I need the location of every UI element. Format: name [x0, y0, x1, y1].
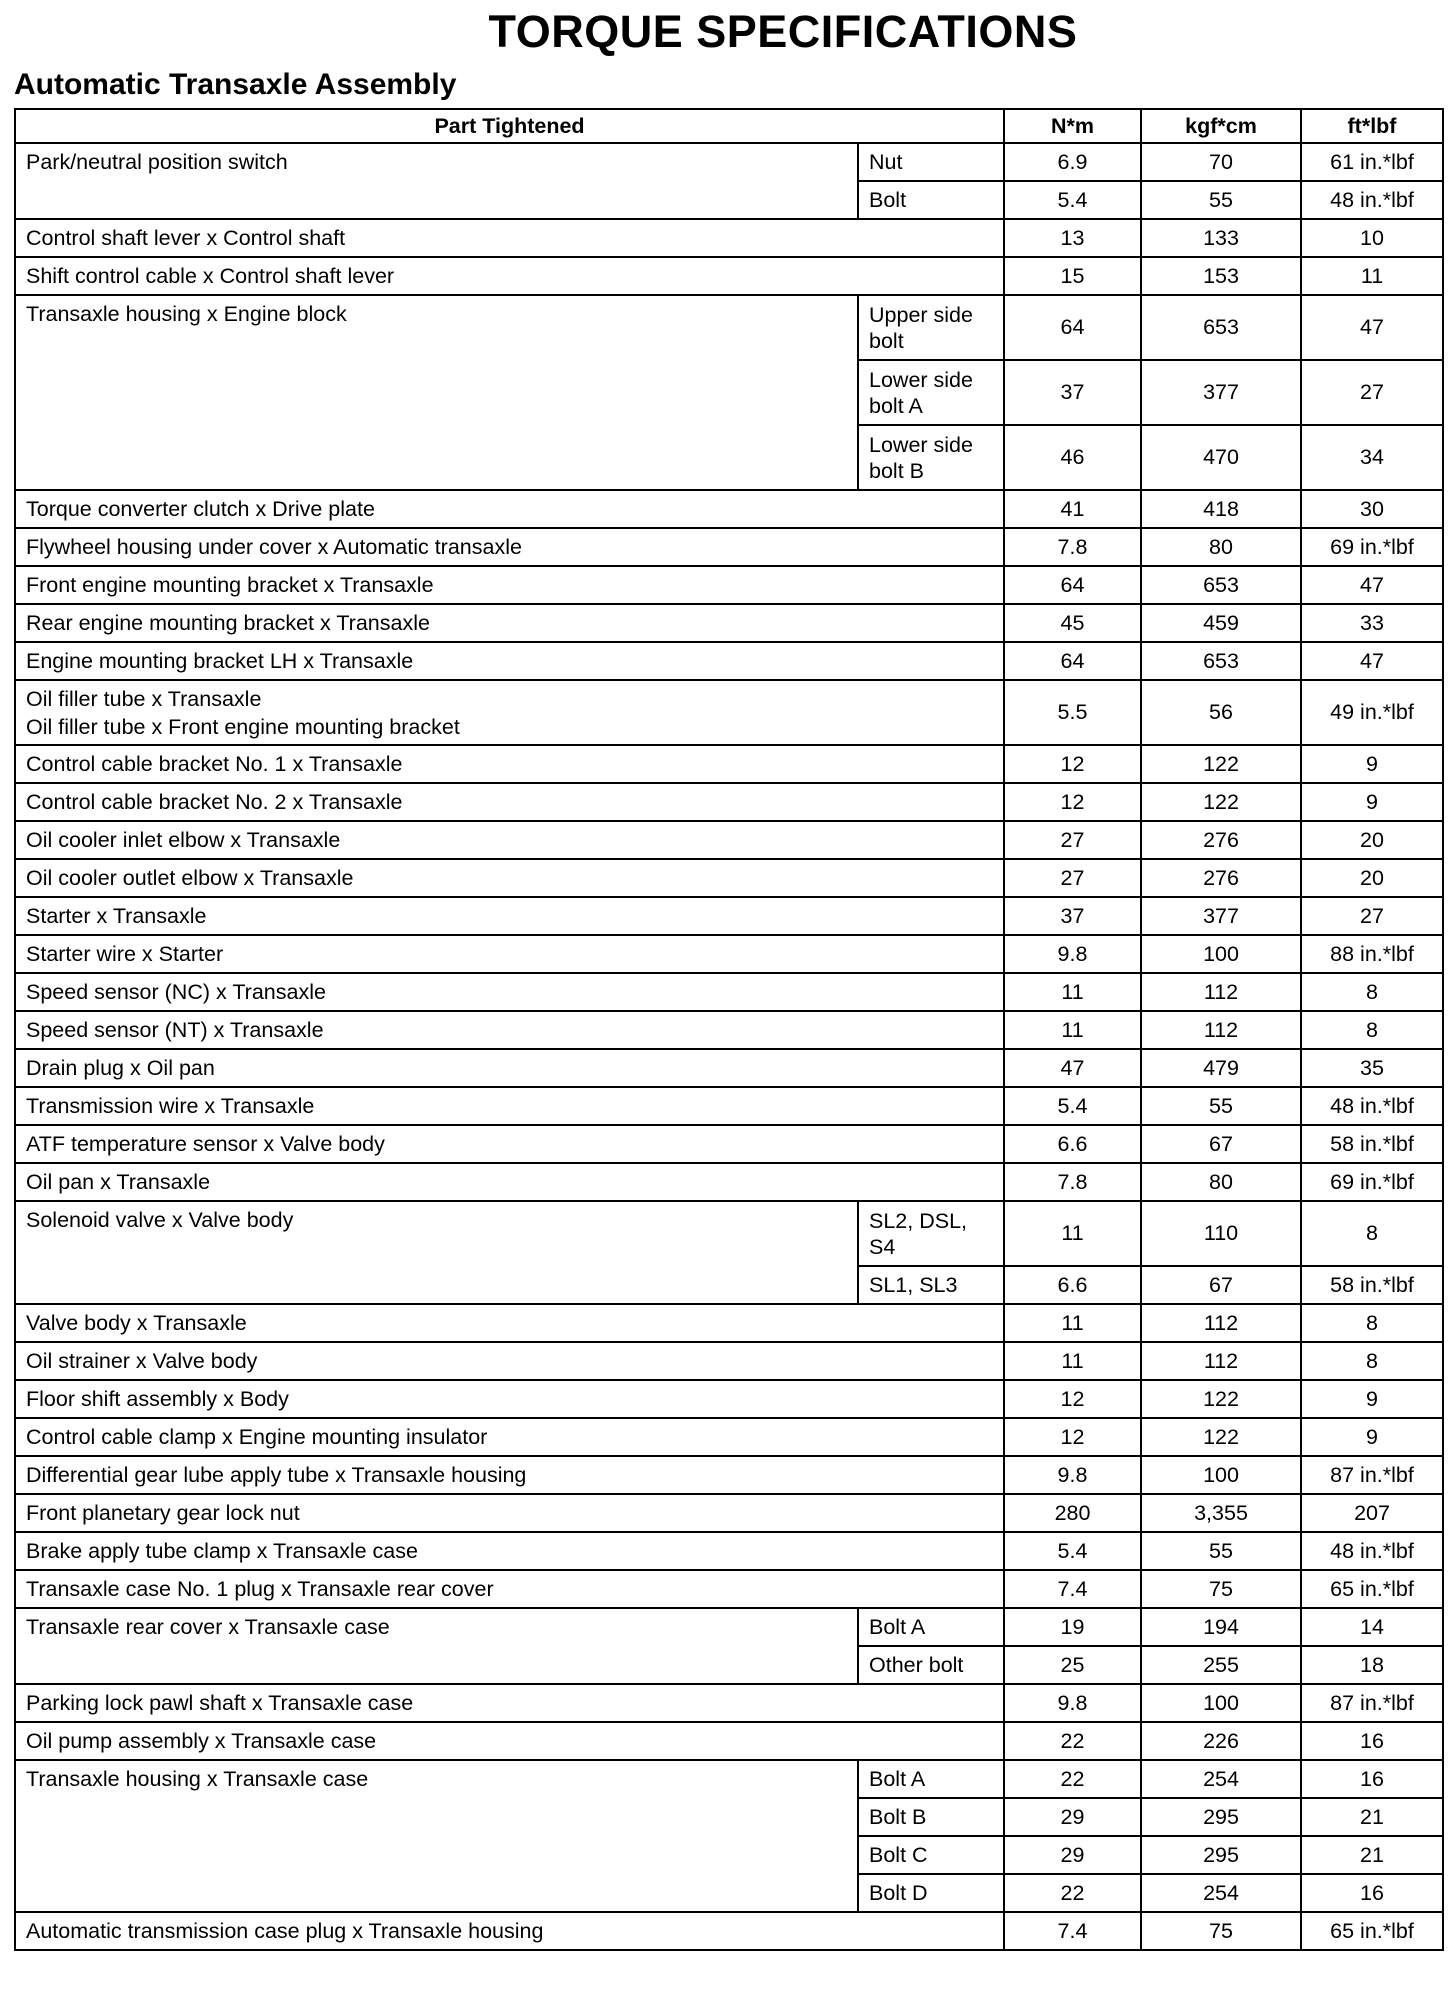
ft-cell: 69 in.*lbf: [1301, 528, 1443, 566]
ft-cell: 10: [1301, 219, 1443, 257]
nm-cell: 11: [1004, 973, 1141, 1011]
kgf-cell: 55: [1141, 181, 1301, 219]
ft-cell: 20: [1301, 859, 1443, 897]
part-cell: Starter wire x Starter: [15, 935, 1004, 973]
part-cell: Transaxle housing x Transaxle case: [15, 1760, 858, 1912]
nm-cell: 15: [1004, 257, 1141, 295]
ft-cell: 65 in.*lbf: [1301, 1912, 1443, 1950]
nm-cell: 7.4: [1004, 1912, 1141, 1950]
table-row: [15, 1570, 1443, 1608]
part-cell: Automatic transmission case plug x Transaxle housing: [15, 1912, 1004, 1950]
kgf-cell: 255: [1141, 1646, 1301, 1684]
table-row: [15, 783, 1443, 821]
ft-cell: 11: [1301, 257, 1443, 295]
ft-cell: 21: [1301, 1798, 1443, 1836]
sub-cell: Bolt A: [858, 1760, 1004, 1798]
table-row: [15, 604, 1443, 642]
kgf-cell: 3,355: [1141, 1494, 1301, 1532]
part-cell: Control cable clamp x Engine mounting insulator: [15, 1418, 1004, 1456]
kgf-cell: 67: [1141, 1125, 1301, 1163]
part-cell: Flywheel housing under cover x Automatic transaxle: [15, 528, 1004, 566]
kgf-cell: 75: [1141, 1912, 1301, 1950]
kgf-cell: 80: [1141, 1163, 1301, 1201]
kgf-cell: 295: [1141, 1836, 1301, 1874]
table-row: [15, 1532, 1443, 1570]
header-kgf-cm: kgf*cm: [1141, 109, 1301, 143]
kgf-cell: 110: [1141, 1201, 1301, 1266]
kgf-cell: 55: [1141, 1087, 1301, 1125]
part-cell: [15, 680, 1004, 745]
part-cell: Transaxle case No. 1 plug x Transaxle rear cover: [15, 1570, 1004, 1608]
part-cell: Brake apply tube clamp x Transaxle case: [15, 1532, 1004, 1570]
ft-cell: 69 in.*lbf: [1301, 1163, 1443, 1201]
ft-cell: 35: [1301, 1049, 1443, 1087]
kgf-cell: 653: [1141, 642, 1301, 680]
kgf-cell: 226: [1141, 1722, 1301, 1760]
nm-cell: 9.8: [1004, 1684, 1141, 1722]
nm-cell: 5.5: [1004, 680, 1141, 745]
nm-cell: 11: [1004, 1342, 1141, 1380]
nm-cell: 22: [1004, 1760, 1141, 1798]
ft-cell: 30: [1301, 490, 1443, 528]
part-cell: Speed sensor (NC) x Transaxle: [15, 973, 1004, 1011]
part-cell: Control cable bracket No. 1 x Transaxle: [15, 745, 1004, 783]
table-row: [15, 1304, 1443, 1342]
ft-cell: 9: [1301, 745, 1443, 783]
kgf-cell: 122: [1141, 1418, 1301, 1456]
table-row: [15, 1163, 1443, 1201]
table-row: [15, 1912, 1443, 1950]
ft-cell: 27: [1301, 897, 1443, 935]
sub-cell: Nut: [858, 143, 1004, 181]
ft-cell: 9: [1301, 783, 1443, 821]
nm-cell: 37: [1004, 897, 1141, 935]
table-row: [15, 1087, 1443, 1125]
nm-cell: 12: [1004, 783, 1141, 821]
nm-cell: 37: [1004, 360, 1141, 425]
kgf-cell: 276: [1141, 821, 1301, 859]
sub-cell: Upper side bolt: [858, 295, 1004, 360]
ft-cell: 34: [1301, 425, 1443, 490]
nm-cell: 5.4: [1004, 1087, 1141, 1125]
part-cell: Torque converter clutch x Drive plate: [15, 490, 1004, 528]
part-cell: Shift control cable x Control shaft lever: [15, 257, 1004, 295]
kgf-cell: 100: [1141, 935, 1301, 973]
section-subtitle: Automatic Transaxle Assembly: [14, 68, 457, 101]
kgf-cell: 100: [1141, 1684, 1301, 1722]
kgf-cell: 75: [1141, 1570, 1301, 1608]
nm-cell: 12: [1004, 745, 1141, 783]
header-ft-lbf: ft*lbf: [1301, 109, 1443, 143]
sub-cell: Bolt D: [858, 1874, 1004, 1912]
part-cell: Transaxle housing x Engine block: [15, 295, 858, 490]
kgf-cell: 479: [1141, 1049, 1301, 1087]
kgf-cell: 254: [1141, 1874, 1301, 1912]
ft-cell: 21: [1301, 1836, 1443, 1874]
nm-cell: 41: [1004, 490, 1141, 528]
sub-cell: SL2, DSL, S4: [858, 1201, 1004, 1266]
ft-cell: 48 in.*lbf: [1301, 1087, 1443, 1125]
table-row: [15, 219, 1443, 257]
header-nm: N*m: [1004, 109, 1141, 143]
kgf-cell: 55: [1141, 1532, 1301, 1570]
nm-cell: 47: [1004, 1049, 1141, 1087]
kgf-cell: 254: [1141, 1760, 1301, 1798]
table-row: [15, 680, 1443, 745]
nm-cell: 6.6: [1004, 1125, 1141, 1163]
sub-cell: Bolt: [858, 181, 1004, 219]
table-row: [15, 642, 1443, 680]
table-row: [15, 257, 1443, 295]
ft-cell: 87 in.*lbf: [1301, 1684, 1443, 1722]
kgf-cell: 112: [1141, 1304, 1301, 1342]
sub-cell: Lower side bolt A: [858, 360, 1004, 425]
sub-cell: SL1, SL3: [858, 1266, 1004, 1304]
kgf-cell: 276: [1141, 859, 1301, 897]
part-cell: Solenoid valve x Valve body: [15, 1201, 858, 1304]
nm-cell: 11: [1004, 1304, 1141, 1342]
nm-cell: 45: [1004, 604, 1141, 642]
ft-cell: 207: [1301, 1494, 1443, 1532]
kgf-cell: 122: [1141, 1380, 1301, 1418]
kgf-cell: 133: [1141, 219, 1301, 257]
part-cell: Parking lock pawl shaft x Transaxle case: [15, 1684, 1004, 1722]
table-row: [15, 1201, 1443, 1266]
ft-cell: 14: [1301, 1608, 1443, 1646]
sub-cell: Bolt A: [858, 1608, 1004, 1646]
table-row: [15, 1608, 1443, 1646]
part-line-2: Oil filler tube x Front engine mounting bracket: [26, 714, 460, 739]
nm-cell: 7.8: [1004, 528, 1141, 566]
table-row: [15, 295, 1443, 360]
nm-cell: 13: [1004, 219, 1141, 257]
table-row: [15, 745, 1443, 783]
ft-cell: 16: [1301, 1722, 1443, 1760]
kgf-cell: 112: [1141, 1011, 1301, 1049]
kgf-cell: 100: [1141, 1456, 1301, 1494]
ft-cell: 48 in.*lbf: [1301, 181, 1443, 219]
table-row: [15, 1342, 1443, 1380]
table-row: [15, 935, 1443, 973]
sub-cell: Lower side bolt B: [858, 425, 1004, 490]
part-cell: Starter x Transaxle: [15, 897, 1004, 935]
part-cell: Oil strainer x Valve body: [15, 1342, 1004, 1380]
sub-cell: Bolt C: [858, 1836, 1004, 1874]
nm-cell: 7.8: [1004, 1163, 1141, 1201]
table-row: [15, 821, 1443, 859]
ft-cell: 87 in.*lbf: [1301, 1456, 1443, 1494]
table-row: [15, 1722, 1443, 1760]
ft-cell: 47: [1301, 295, 1443, 360]
nm-cell: 9.8: [1004, 935, 1141, 973]
part-cell: Front planetary gear lock nut: [15, 1494, 1004, 1532]
table-row: [15, 1380, 1443, 1418]
ft-cell: 33: [1301, 604, 1443, 642]
ft-cell: 58 in.*lbf: [1301, 1125, 1443, 1163]
nm-cell: 6.9: [1004, 143, 1141, 181]
table-row: [15, 1125, 1443, 1163]
part-cell: Transaxle rear cover x Transaxle case: [15, 1608, 858, 1684]
table-row: [15, 859, 1443, 897]
nm-cell: 29: [1004, 1798, 1141, 1836]
nm-cell: 7.4: [1004, 1570, 1141, 1608]
kgf-cell: 67: [1141, 1266, 1301, 1304]
sub-cell: Bolt B: [858, 1798, 1004, 1836]
part-cell: Control cable bracket No. 2 x Transaxle: [15, 783, 1004, 821]
part-cell: Control shaft lever x Control shaft: [15, 219, 1004, 257]
nm-cell: 6.6: [1004, 1266, 1141, 1304]
table-row: [15, 1760, 1443, 1798]
table-row: [15, 566, 1443, 604]
table-header-row: [15, 109, 1443, 143]
nm-cell: 27: [1004, 821, 1141, 859]
table-row: [15, 897, 1443, 935]
kgf-cell: 470: [1141, 425, 1301, 490]
table-row: [15, 973, 1443, 1011]
part-cell: Engine mounting bracket LH x Transaxle: [15, 642, 1004, 680]
kgf-cell: 459: [1141, 604, 1301, 642]
part-cell: Drain plug x Oil pan: [15, 1049, 1004, 1087]
page-title: TORQUE SPECIFICATIONS: [488, 6, 1078, 57]
kgf-cell: 418: [1141, 490, 1301, 528]
header-part-tightened: Part Tightened: [15, 109, 1004, 143]
nm-cell: 12: [1004, 1380, 1141, 1418]
nm-cell: 280: [1004, 1494, 1141, 1532]
table-row: [15, 1456, 1443, 1494]
ft-cell: 48 in.*lbf: [1301, 1532, 1443, 1570]
ft-cell: 8: [1301, 1304, 1443, 1342]
part-cell: Rear engine mounting bracket x Transaxle: [15, 604, 1004, 642]
table-row: [15, 143, 1443, 181]
ft-cell: 49 in.*lbf: [1301, 680, 1443, 745]
ft-cell: 88 in.*lbf: [1301, 935, 1443, 973]
nm-cell: 12: [1004, 1418, 1141, 1456]
part-cell: ATF temperature sensor x Valve body: [15, 1125, 1004, 1163]
part-cell: Oil cooler inlet elbow x Transaxle: [15, 821, 1004, 859]
table-row: [15, 1418, 1443, 1456]
part-cell: Oil pump assembly x Transaxle case: [15, 1722, 1004, 1760]
part-cell: Oil cooler outlet elbow x Transaxle: [15, 859, 1004, 897]
table-row: [15, 528, 1443, 566]
part-cell: Oil pan x Transaxle: [15, 1163, 1004, 1201]
sub-cell: Other bolt: [858, 1646, 1004, 1684]
table-row: [15, 1049, 1443, 1087]
kgf-cell: 122: [1141, 783, 1301, 821]
kgf-cell: 653: [1141, 566, 1301, 604]
ft-cell: 47: [1301, 642, 1443, 680]
nm-cell: 64: [1004, 295, 1141, 360]
kgf-cell: 112: [1141, 973, 1301, 1011]
part-cell: Valve body x Transaxle: [15, 1304, 1004, 1342]
nm-cell: 46: [1004, 425, 1141, 490]
part-cell: Transmission wire x Transaxle: [15, 1087, 1004, 1125]
kgf-cell: 70: [1141, 143, 1301, 181]
nm-cell: 29: [1004, 1836, 1141, 1874]
kgf-cell: 153: [1141, 257, 1301, 295]
torque-spec-table: [14, 108, 1444, 1951]
nm-cell: 5.4: [1004, 181, 1141, 219]
kgf-cell: 56: [1141, 680, 1301, 745]
ft-cell: 65 in.*lbf: [1301, 1570, 1443, 1608]
nm-cell: 19: [1004, 1608, 1141, 1646]
kgf-cell: 377: [1141, 897, 1301, 935]
nm-cell: 22: [1004, 1722, 1141, 1760]
ft-cell: 8: [1301, 1201, 1443, 1266]
ft-cell: 61 in.*lbf: [1301, 143, 1443, 181]
ft-cell: 8: [1301, 1342, 1443, 1380]
nm-cell: 64: [1004, 642, 1141, 680]
ft-cell: 16: [1301, 1874, 1443, 1912]
ft-cell: 8: [1301, 973, 1443, 1011]
table-row: [15, 1684, 1443, 1722]
part-cell: Speed sensor (NT) x Transaxle: [15, 1011, 1004, 1049]
part-cell: Front engine mounting bracket x Transaxle: [15, 566, 1004, 604]
part-line-1: Oil filler tube x Transaxle: [26, 686, 262, 711]
nm-cell: 22: [1004, 1874, 1141, 1912]
kgf-cell: 80: [1141, 528, 1301, 566]
nm-cell: 27: [1004, 859, 1141, 897]
ft-cell: 9: [1301, 1418, 1443, 1456]
nm-cell: 11: [1004, 1201, 1141, 1266]
kgf-cell: 194: [1141, 1608, 1301, 1646]
kgf-cell: 295: [1141, 1798, 1301, 1836]
ft-cell: 18: [1301, 1646, 1443, 1684]
nm-cell: 25: [1004, 1646, 1141, 1684]
kgf-cell: 122: [1141, 745, 1301, 783]
ft-cell: 9: [1301, 1380, 1443, 1418]
part-cell: Floor shift assembly x Body: [15, 1380, 1004, 1418]
nm-cell: 9.8: [1004, 1456, 1141, 1494]
ft-cell: 8: [1301, 1011, 1443, 1049]
kgf-cell: 377: [1141, 360, 1301, 425]
nm-cell: 64: [1004, 566, 1141, 604]
nm-cell: 11: [1004, 1011, 1141, 1049]
ft-cell: 47: [1301, 566, 1443, 604]
part-cell: Differential gear lube apply tube x Transaxle housing: [15, 1456, 1004, 1494]
nm-cell: 5.4: [1004, 1532, 1141, 1570]
part-cell: Park/neutral position switch: [15, 143, 858, 219]
ft-cell: 27: [1301, 360, 1443, 425]
ft-cell: 16: [1301, 1760, 1443, 1798]
kgf-cell: 112: [1141, 1342, 1301, 1380]
kgf-cell: 653: [1141, 295, 1301, 360]
table-row: [15, 1494, 1443, 1532]
table-row: [15, 1011, 1443, 1049]
ft-cell: 58 in.*lbf: [1301, 1266, 1443, 1304]
table-row: [15, 490, 1443, 528]
ft-cell: 20: [1301, 821, 1443, 859]
